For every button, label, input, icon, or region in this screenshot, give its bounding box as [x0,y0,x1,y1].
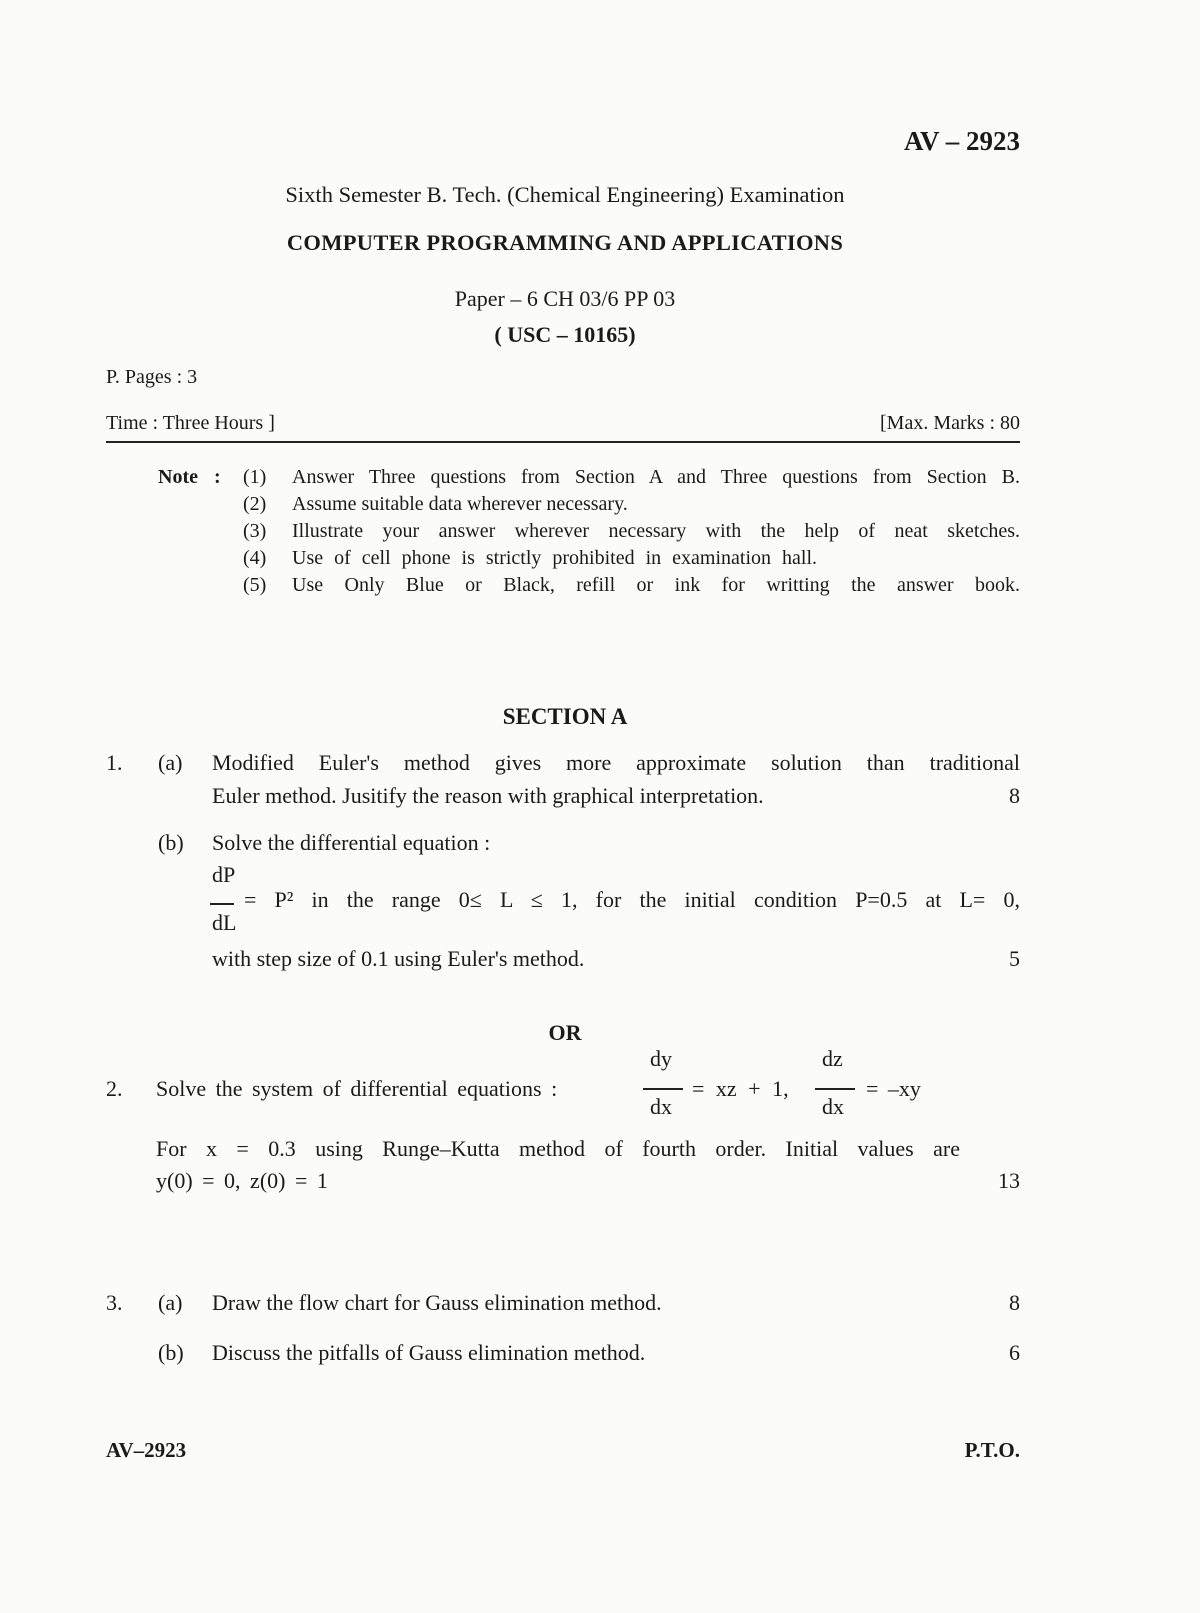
fraction-denominator: dL [212,910,237,935]
note-number: (1) [243,466,267,488]
usc-code: ( USC – 10165) [494,322,636,347]
question-text: Euler method. Jusitify the reason with graphical interpretation. [212,783,764,808]
note-text: Use of cell phone is strictly prohibited in examination hall. [292,547,818,569]
subquestion-label: (b) [158,830,184,855]
question-text: Solve the differential equation : [212,830,491,855]
question-text: Draw the flow chart for Gauss elimination method. [212,1290,662,1315]
note-text: Use Only Blue or Black, refill or ink for writting the answer book. [292,574,1020,596]
course-title: COMPUTER PROGRAMMING AND APPLICATIONS [286,230,844,255]
exam-title: Sixth Semester B. Tech. (Chemical Engineering) Examination [285,182,845,207]
note-number: (2) [243,493,267,515]
question-text: with step size of 0.1 using Euler's method. [212,946,585,971]
section-heading: SECTION A [502,704,628,729]
fraction-bar [815,1088,855,1090]
question-marks: 5 [1009,946,1020,971]
equation-text: = –xy [866,1076,921,1101]
note-colon: : [214,466,221,488]
question-text: Modified Euler's method gives more approximate solution than traditional [212,750,1020,775]
equation-text: = xz + 1, [692,1076,789,1101]
page-count: P. Pages : 3 [106,366,198,388]
question-text: y(0) = 0, z(0) = 1 [156,1168,328,1193]
header-divider [106,441,1020,443]
footer-pto: P.T.O. [964,1438,1020,1462]
paper-number: Paper – 6 CH 03/6 PP 03 [454,286,676,311]
subquestion-label: (a) [158,750,183,775]
note-text: Illustrate your answer wherever necessary with the help of neat sketches. [292,520,1020,542]
or-divider: OR [548,1020,582,1045]
equation-text: = P² in the range 0≤ L ≤ 1, for the initial condition P=0.5 at L= 0, [244,887,1020,912]
note-text: Assume suitable data wherever necessary. [292,493,628,515]
question-text: Solve the system of differential equations : [156,1076,558,1101]
question-number: 3. [106,1290,123,1315]
fraction-denominator: dx [650,1094,672,1119]
fraction-denominator: dx [822,1094,844,1119]
question-text: Discuss the pitfalls of Gauss elimination method. [212,1340,646,1365]
subquestion-label: (a) [158,1290,183,1315]
note-number: (5) [243,574,267,596]
max-marks: [Max. Marks : 80 [880,412,1020,434]
subquestion-label: (b) [158,1340,184,1365]
question-marks: 6 [1009,1340,1020,1365]
time-allowed: Time : Three Hours ] [106,412,275,434]
question-number: 2. [106,1076,123,1101]
question-marks: 8 [1009,783,1020,808]
fraction-bar [210,903,234,905]
question-number: 1. [106,750,123,775]
fraction-numerator: dP [212,862,236,887]
question-text: For x = 0.3 using Runge–Kutta method of fourth order. Initial values are [156,1136,960,1161]
note-label: Note [158,466,198,488]
note-text: Answer Three questions from Section A and Three questions from Section B. [292,466,1020,488]
fraction-bar [643,1088,683,1090]
question-marks: 8 [1009,1290,1020,1315]
paper-code: AV – 2923 [903,126,1020,156]
fraction-numerator: dy [650,1046,672,1071]
note-number: (4) [243,547,267,569]
footer-paper-code: AV–2923 [106,1438,187,1462]
note-number: (3) [243,520,267,542]
fraction-numerator: dz [822,1046,843,1071]
question-marks: 13 [998,1168,1020,1193]
